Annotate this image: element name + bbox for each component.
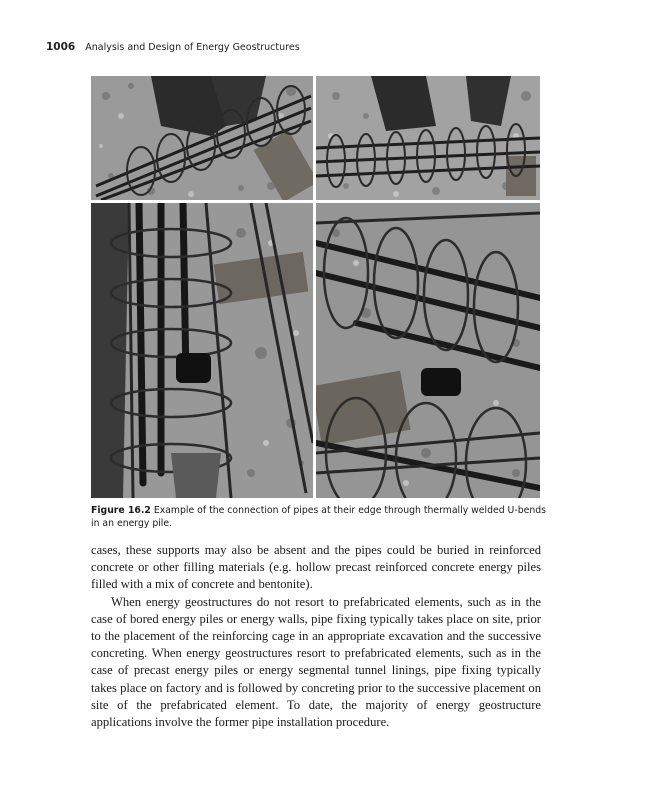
- page-number: 1006: [46, 41, 76, 53]
- photo-bottom-left-ubend: [91, 203, 313, 498]
- figure-caption: [91, 505, 553, 530]
- photo-bottom-right-ubend: [316, 203, 540, 498]
- running-title: Analysis and Design of Energy Geostructures: [85, 42, 300, 53]
- photo-top-left-welding: [91, 76, 313, 200]
- running-header: [46, 41, 300, 53]
- paragraph-2: When energy geostructures do not resort to prefabricated elements, such as in the case of bored energy piles or energy walls, pipe fixing typically takes place on site, prior to the placement of the reinforcing cage in an appropriate excavation and the successive concreting. When energy geostructures resort to prefabricated elements, such as in the case of precast energy piles or energy segmental tunnel linings, pipe fixing typically takes place on factory and is followed by concreting prior to the successive placement on site of the prefabricated element. To date, the majority of energy geostructure applications involve the former pipe installation procedure.: [91, 594, 541, 730]
- paragraph-1: cases, these supports may also be absent and the pipes could be buried in reinforced concrete or other filling materials (e.g. hollow precast reinforced concrete energy piles filled with a mix of concrete and bentonite).: [91, 543, 541, 592]
- photo-top-right-welding: [316, 76, 540, 200]
- figure-caption-text: Example of the connection of pipes at their edge through thermally welded U-bends in an energy pile.: [91, 505, 546, 529]
- figure-label: Figure 16.2: [91, 505, 151, 516]
- body-text: [91, 542, 541, 731]
